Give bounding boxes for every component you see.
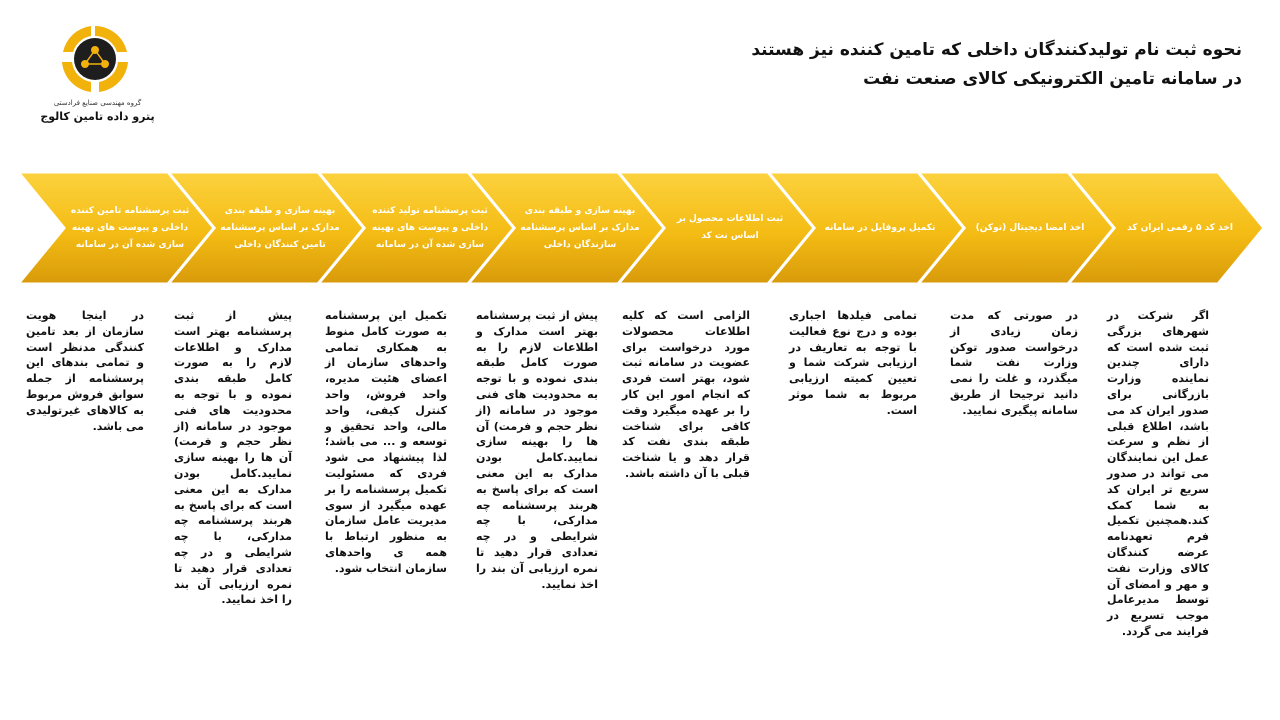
step-description-6: تکمیل این پرسشنامه به صورت کامل منوط به همکاری تمامی واحدهای سازمان از اعضای هئیت مدیره، واحد فروش، واحد کنترل کیفی، واحد مالی، واحد تحقیق و توسعه و ... می باشد؛لذا پیشنهاد می شود فردی که مسئولیت تکمیل پرسشنامه را بر عهده میگیرد از سوی مدیریت عامل سازمان به منظور ارتباط با همه ی واحدهای سازمان انتخاب شود. <box>325 309 447 575</box>
chevron-label-2: اخذ امضا دیجیتال (توکن) <box>975 222 1085 233</box>
step-description-5: پیش از ثبت پرسشنامه بهتر است مدارک و اطلاعات لازم را به صورت کامل طبقه بندی نموده و با توجه به محدودیت های فنی موجود در سامانه (از نظر حجم و فرمت) آن ها را بهینه سازی نمایید.کامل بودن مدارک به این معنی است که برای پاسخ به هربند پرسشنامه چه مدارکی، با چه شرایطی و در چه تعدادی قرار دهید تا نمره ارزیابی آن بند را اخذ نمایید. <box>476 309 598 591</box>
logo-name: پترو داده تامین کالوج <box>40 110 155 123</box>
page-title <box>622 36 1242 94</box>
step-description-3: تمامی فیلدها اجباری بوده و درج نوع فعالیت با توجه به تعاریف در ارزیابی شرکت شما و تعیین کمیته ارزیابی مربوط به شما موثر است. <box>789 309 917 417</box>
chevron-label-7: بهینه سازی و طبقه بندی مدارک بر اساس پرسشنامه تامین کنندگان داخلی <box>220 205 340 250</box>
title-line-2: در سامانه تامین الکترونیکی کالای صنعت نفت <box>863 69 1242 89</box>
chevron-label-6: ثبت پرسشنامه تولید کننده داخلی و پیوست های بهینه سازی شده آن در سامانه <box>371 205 489 250</box>
logo-subtitle: گروه مهندسی صنایع فرادستی <box>53 99 142 107</box>
chevron-label-1: اخذ کد ۵ رقمی ایران کد <box>1127 222 1233 233</box>
step-description-4: الزامی است که کلیه اطلاعات محصولات مورد درخواست برای عضویت در سامانه ثبت شود، بهتر است فردی که انجام امور این کار را بر عهده میگیرد وقت کافی برای شناخت طبقه بندی نفت کد قرار دهد و یا شناخت قبلی با آن داشته باشد. <box>622 309 750 480</box>
title-line-1: نحوه ثبت نام تولیدکنندگان داخلی که تامین کننده نیز هستند <box>751 40 1242 60</box>
step-description-2: در صورتی که مدت زمان زیادی از درخواست صدور توکن وزارت نفت شما میگذرد، و غلت را نمی دانید ترجیحا از طریق سامانه پیگیری نمایید. <box>950 309 1078 417</box>
company-logo-icon <box>55 22 135 96</box>
chevron-label-4: ثبت اطلاعات محصول بر اساس نت کد <box>676 214 784 241</box>
chevron-label-3: تکمیل پروفایل در سامانه <box>824 222 936 233</box>
step-description-7: پیش از ثبت پرسشنامه بهتر است مدارک و اطلاعات لازم را به صورت کامل طبقه بندی نموده و با توجه به محدودیت های فنی موجود در سامانه (از نظر حجم و فرمت) آن ها را بهینه سازی نمایید.کامل بودن مدارک به این معنی است که برای پاسخ به هربند پرسشنامه چه مدارکی، با چه شرایطی و در چه تعدادی قرار دهید تا نمره ارزیابی آن بند را اخذ نمایید. <box>174 309 292 607</box>
chevron-label-8: ثبت پرسشنامه تامین کننده داخلی و پیوست های بهینه سازی شده آن در سامانه <box>70 205 190 250</box>
step-description-1: اگر شرکت در شهرهای بزرگی ثبت شده است که دارای چندین نماینده وزارت بازرگانی برای صدور ایران کد می باشد، اطلاع قبلی از نظم و سرعت عمل این نمایندگان می تواند در صدور سریع تر ایران کد به شما کمک کند.همچنین تکمیل فرم تعهدنامه عرضه کنندگان کالای وزارت نفت و مهر و امضای آن توسط مدیرعامل موجب تسریع در فرایند می گردد. <box>1107 309 1209 638</box>
step-description-8: در اینجا هویت سازمان از بعد تامین کنندگی مدنظر است و تمامی بندهای این پرسشنامه از جمله سوابق فروش مربوط به کالاهای غیرتولیدی می باشد. <box>26 309 144 433</box>
chevron-label-5: بهینه سازی و طبقه بندی مدارک بر اساس پرسشنامه سازندگان داخلی <box>520 205 640 250</box>
